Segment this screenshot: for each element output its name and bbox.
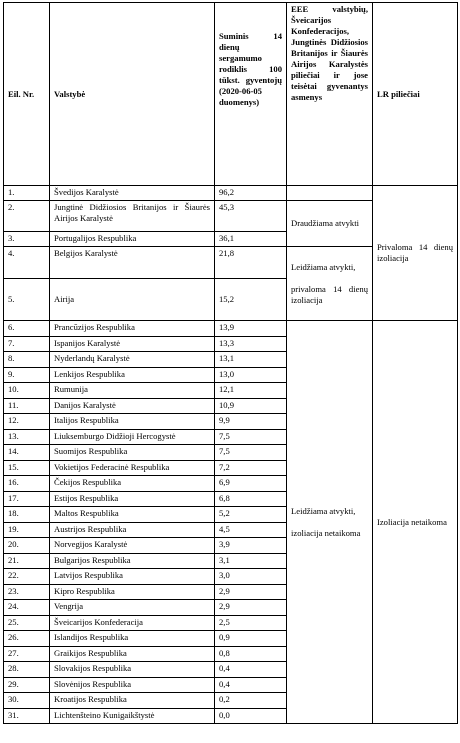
lr-isolation-text: Privaloma 14 dienų izoliacija	[377, 242, 453, 263]
row-number: 6.	[4, 321, 50, 337]
country-name: Slovėnijos Respublika	[50, 677, 215, 693]
incidence-value: 7,2	[215, 460, 287, 476]
incidence-value: 0,4	[215, 662, 287, 678]
row-number: 14.	[4, 445, 50, 461]
incidence-value: 15,2	[215, 279, 287, 321]
row-number: 13.	[4, 429, 50, 445]
row-number: 25.	[4, 615, 50, 631]
header-nr: Eil. Nr.	[4, 3, 50, 186]
country-name: Airija	[50, 279, 215, 321]
header-eee-status: EEE valstybių, Šveicarijos Konfederacijos, Jungtinės Didžiosios Britanijos ir Šiaurės Airijos Karalystės piliečiai ir jose teisėtai gyvenantys asmenys	[287, 3, 373, 186]
row-number: 19.	[4, 522, 50, 538]
incidence-value: 6,8	[215, 491, 287, 507]
eee-status-prohibited: Draudžiama atvykti	[287, 201, 373, 247]
eee-status-cell	[287, 186, 373, 201]
row-number: 17.	[4, 491, 50, 507]
country-name: Lenkijos Respublika	[50, 367, 215, 383]
country-name: Austrijos Respublika	[50, 522, 215, 538]
country-name: Ispanijos Karalystė	[50, 336, 215, 352]
incidence-value: 13,9	[215, 321, 287, 337]
country-name: Lichtenšteino Kunigaikštystė	[50, 708, 215, 724]
row-number: 3.	[4, 232, 50, 247]
country-name: Slovakijos Respublika	[50, 662, 215, 678]
incidence-value: 12,1	[215, 383, 287, 399]
row-number: 9.	[4, 367, 50, 383]
eee-no-isolation-text: izoliacija netaikoma	[291, 527, 361, 538]
incidence-value: 7,5	[215, 445, 287, 461]
row-number: 31.	[4, 708, 50, 724]
country-name: Estijos Respublika	[50, 491, 215, 507]
lr-status-free: Izoliacija netaikoma	[373, 321, 458, 724]
row-number: 1.	[4, 186, 50, 201]
row-number: 15.	[4, 460, 50, 476]
country-name: Čekijos Respublika	[50, 476, 215, 492]
eee-isolation-text: privaloma 14 dienų izoliacija	[291, 283, 368, 305]
covid-entry-table	[3, 2, 458, 724]
country-name: Suomijos Respublika	[50, 445, 215, 461]
incidence-value: 10,9	[215, 398, 287, 414]
incidence-value: 2,9	[215, 600, 287, 616]
row-number: 27.	[4, 646, 50, 662]
eee-status-allowed-isolation	[287, 247, 373, 321]
incidence-value: 0,9	[215, 631, 287, 647]
country-name: Prancūzijos Respublika	[50, 321, 215, 337]
country-name: Danijos Karalystė	[50, 398, 215, 414]
row-number: 29.	[4, 677, 50, 693]
row-number: 2.	[4, 201, 50, 232]
incidence-value: 9,9	[215, 414, 287, 430]
country-name: Norvegijos Karalystė	[50, 538, 215, 554]
country-name: Vokietijos Federacinė Respublika	[50, 460, 215, 476]
country-name: Šveicarijos Konfederacija	[50, 615, 215, 631]
lr-status-isolation	[373, 186, 458, 321]
country-name: Kipro Respublika	[50, 584, 215, 600]
incidence-value: 7,5	[215, 429, 287, 445]
incidence-value: 96,2	[215, 186, 287, 201]
row-number: 21.	[4, 553, 50, 569]
row-number: 5.	[4, 279, 50, 321]
country-name: Portugalijos Respublika	[50, 232, 215, 247]
eee-free-text: Leidžiama atvykti,	[291, 505, 356, 516]
row-number: 28.	[4, 662, 50, 678]
header-lr-status: LR piliečiai	[373, 3, 458, 186]
row-number: 24.	[4, 600, 50, 616]
incidence-value: 3,1	[215, 553, 287, 569]
table-row	[4, 321, 458, 337]
eee-status-free	[287, 321, 373, 724]
row-number: 4.	[4, 247, 50, 279]
incidence-value: 0,2	[215, 693, 287, 709]
row-number: 16.	[4, 476, 50, 492]
country-name: Kroatijos Respublika	[50, 693, 215, 709]
incidence-value: 21,8	[215, 247, 287, 279]
row-number: 18.	[4, 507, 50, 523]
incidence-value: 45,3	[215, 201, 287, 232]
eee-allowed-text: Leidžiama atvykti,	[291, 261, 356, 272]
table-row	[4, 186, 458, 201]
incidence-value: 6,9	[215, 476, 287, 492]
header-country: Valstybė	[50, 3, 215, 186]
country-name: Maltos Respublika	[50, 507, 215, 523]
row-number: 23.	[4, 584, 50, 600]
incidence-value: 13,3	[215, 336, 287, 352]
country-name: Nyderlandų Karalystė	[50, 352, 215, 368]
row-number: 30.	[4, 693, 50, 709]
country-name: Graikijos Respublika	[50, 646, 215, 662]
row-number: 26.	[4, 631, 50, 647]
incidence-value: 13,0	[215, 367, 287, 383]
incidence-value: 0,0	[215, 708, 287, 724]
header-row	[4, 3, 458, 186]
row-number: 7.	[4, 336, 50, 352]
country-name: Latvijos Respublika	[50, 569, 215, 585]
row-number: 11.	[4, 398, 50, 414]
country-name: Bulgarijos Respublika	[50, 553, 215, 569]
incidence-value: 3,9	[215, 538, 287, 554]
country-name: Vengrija	[50, 600, 215, 616]
country-name: Italijos Respublika	[50, 414, 215, 430]
row-number: 20.	[4, 538, 50, 554]
incidence-value: 13,1	[215, 352, 287, 368]
incidence-value: 0,8	[215, 646, 287, 662]
incidence-value: 4,5	[215, 522, 287, 538]
row-number: 22.	[4, 569, 50, 585]
row-number: 12.	[4, 414, 50, 430]
row-number: 10.	[4, 383, 50, 399]
country-name: Liuksemburgo Didžioji Hercogystė	[50, 429, 215, 445]
incidence-value: 3,0	[215, 569, 287, 585]
country-name: Islandijos Respublika	[50, 631, 215, 647]
incidence-value: 2,5	[215, 615, 287, 631]
header-incidence: Suminis 14 dienų sergamumo rodiklis 100 tūkst. gyventojų (2020-06-05 duomenys)	[215, 3, 287, 186]
country-name: Švedijos Karalystė	[50, 186, 215, 201]
incidence-value: 2,9	[215, 584, 287, 600]
incidence-value: 0,4	[215, 677, 287, 693]
country-name: Rumunija	[50, 383, 215, 399]
incidence-value: 36,1	[215, 232, 287, 247]
country-name: Jungtinė Didžiosios Britanijos ir Šiaurės Airijos Karalystė	[50, 201, 215, 232]
country-name: Belgijos Karalystė	[50, 247, 215, 279]
incidence-value: 5,2	[215, 507, 287, 523]
row-number: 8.	[4, 352, 50, 368]
